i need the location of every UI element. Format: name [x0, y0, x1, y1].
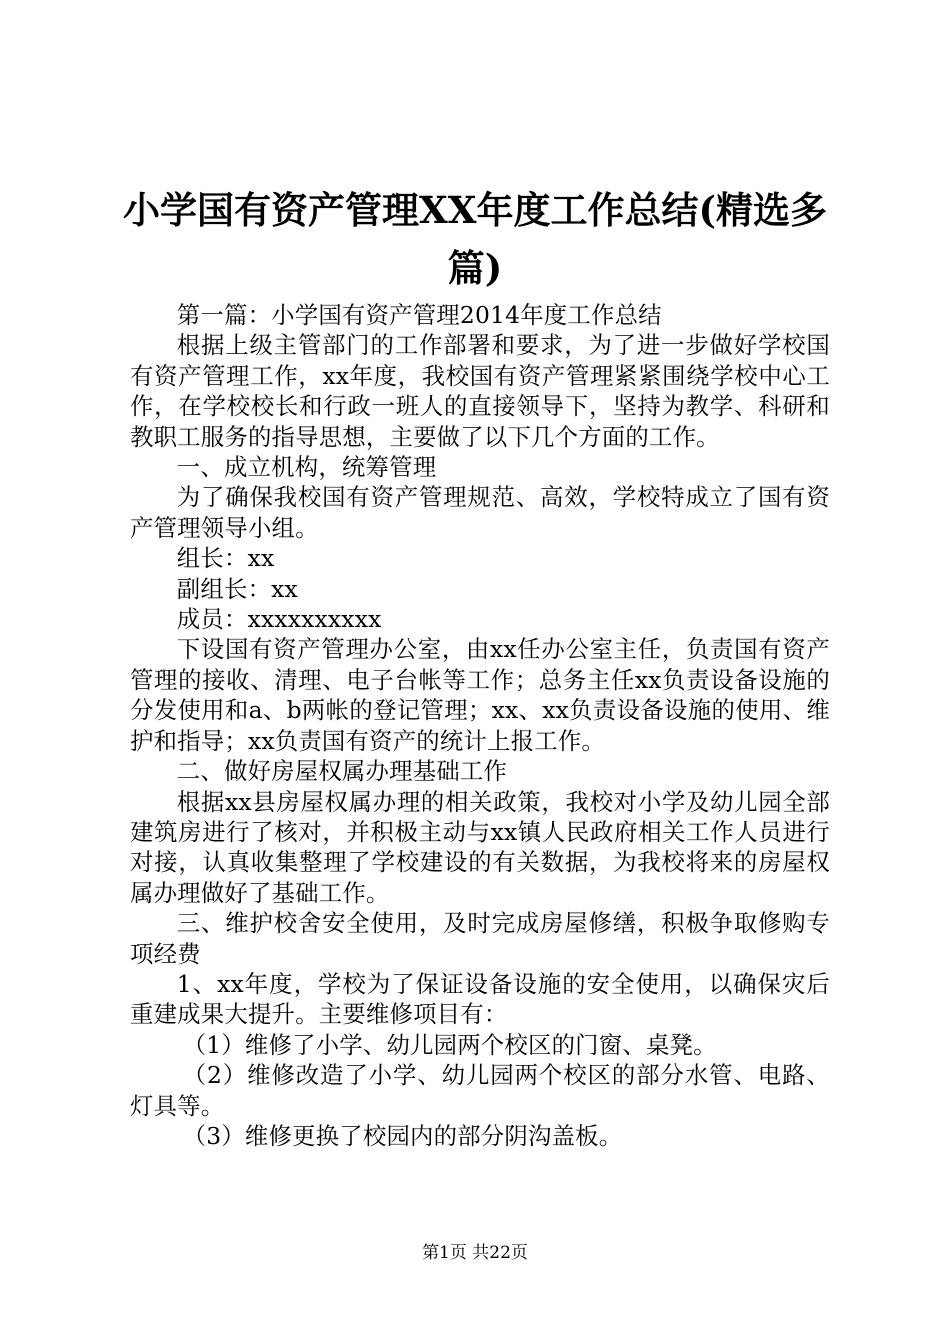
paragraph-office: 下设国有资产管理办公室，由xx任办公室主任，负责国有资产管理的接收、清理、电子台帐等工作；总务主任xx负责设备设施的分发使用和a、b两帐的登记管理；xx、xx负责设备设施的使用、维护和指导；xx负责国有资产的统计上报工作。 — [130, 635, 830, 755]
document-title-line-1: 小学国有资产管理XX年度工作总结(精选多 — [123, 188, 827, 232]
paragraph-intro: 根据上级主管部门的工作部署和要求，为了进一步做好学校国有资产管理工作，xx年度，我校国有资产管理紧紧围绕学校中心工作，在学校校长和行政一班人的直接领导下，坚持为教学、科研和教职工服务的指导思想，主要做了以下几个方面的工作。 — [130, 331, 830, 451]
section-heading-2: 二、做好房屋权属办理基础工作 — [176, 757, 508, 786]
section-heading-1: 一、成立机构，统筹管理 — [176, 453, 437, 482]
list-item-1: （1）维修了小学、幼儿园两个校区的门窗、桌凳。 — [182, 1030, 717, 1059]
page-footer: 第1页 共22页 — [422, 1243, 528, 1263]
list-item-2: （2）维修改造了小学、幼儿园两个校区的部分水管、电路、灯具等。 — [130, 1061, 830, 1120]
section-heading-part-one: 第一篇：小学国有资产管理2014年度工作总结 — [176, 301, 662, 329]
paragraph-leadership-group: 为了确保我校国有资产管理规范、高效，学校特成立了国有资产管理领导小组。 — [130, 483, 830, 542]
paragraph-members: 成员：xxxxxxxxxx — [176, 605, 382, 634]
document-title-line-2: 篇) — [447, 246, 503, 290]
document-body — [130, 300, 830, 1151]
paragraph-deputy-leader: 副组长：xx — [176, 574, 298, 603]
section-heading-3: 三、维护校舍安全使用，及时完成房屋修缮，积极争取修购专项经费 — [130, 909, 830, 968]
paragraph-maintenance: 1、xx年度，学校为了保证设备设施的安全使用，以确保灾后重建成果大提升。主要维修项目有： — [130, 969, 830, 1029]
paragraph-housing: 根据xx县房屋权属办理的相关政策，我校对小学及幼儿园全部建筑房进行了核对，并积极主动与xx镇人民政府相关工作人员进行对接，认真收集整理了学校建设的有关数据，为我校将来的房屋权属办理做好了基础工作。 — [130, 787, 830, 907]
paragraph-group-leader: 组长：xx — [176, 544, 275, 573]
list-item-3: （3）维修更换了校园内的部分阴沟盖板。 — [182, 1121, 623, 1150]
